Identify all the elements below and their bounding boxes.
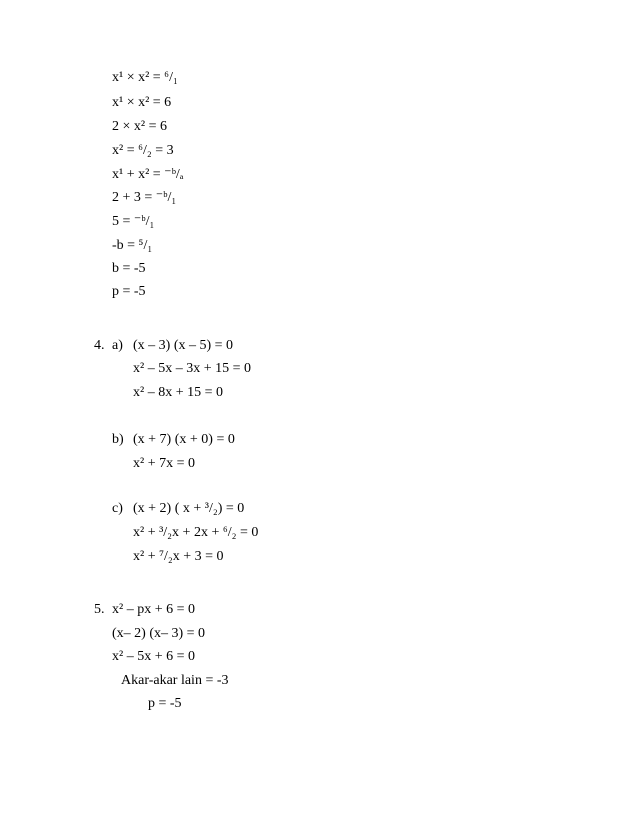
- math-line: x² + 7x = 0: [133, 456, 195, 471]
- math-line: x² – px + 6 = 0: [112, 602, 195, 617]
- part-label: b): [112, 432, 124, 447]
- math-line: x¹ + x² = ⁻ᵇ/ₐ: [112, 167, 184, 182]
- math-line: 5 = ⁻ᵇ/₁: [112, 214, 155, 229]
- math-line: (x – 3) (x – 5) = 0: [133, 338, 234, 353]
- math-line: p = -5: [112, 284, 146, 299]
- math-line: (x– 2) (x– 3) = 0: [112, 626, 206, 641]
- answer-line: p = -5: [148, 696, 182, 711]
- part-label: a): [112, 338, 123, 353]
- math-line: 2 × x² = 6: [112, 119, 167, 134]
- math-line: x¹ × x² = 6: [112, 95, 172, 110]
- math-line: (x + 2) ( x + ³/₂) = 0: [133, 501, 245, 516]
- math-line: (x + 7) (x + 0) = 0: [133, 432, 235, 447]
- math-line: -b = ⁵/₁: [112, 238, 153, 253]
- math-line: b = -5: [112, 261, 146, 276]
- math-line: x² – 5x – 3x + 15 = 0: [133, 361, 251, 376]
- problem-number: 5.: [94, 602, 105, 617]
- problem-number: 4.: [94, 338, 105, 353]
- math-line: x² – 5x + 6 = 0: [112, 649, 195, 664]
- math-line: 2 + 3 = ⁻ᵇ/₁: [112, 190, 177, 205]
- math-line: x² + ⁷/₂x + 3 = 0: [133, 549, 224, 564]
- part-label: c): [112, 501, 123, 516]
- math-line: x² + ³/₂x + 2x + ⁶/₂ = 0: [133, 525, 259, 540]
- math-line: x² = ⁶/₂ = 3: [112, 143, 174, 158]
- math-line: x² – 8x + 15 = 0: [133, 385, 223, 400]
- answer-line: Akar-akar lain = -3: [121, 673, 229, 688]
- math-line: x¹ × x² = ⁶/₁: [112, 70, 178, 85]
